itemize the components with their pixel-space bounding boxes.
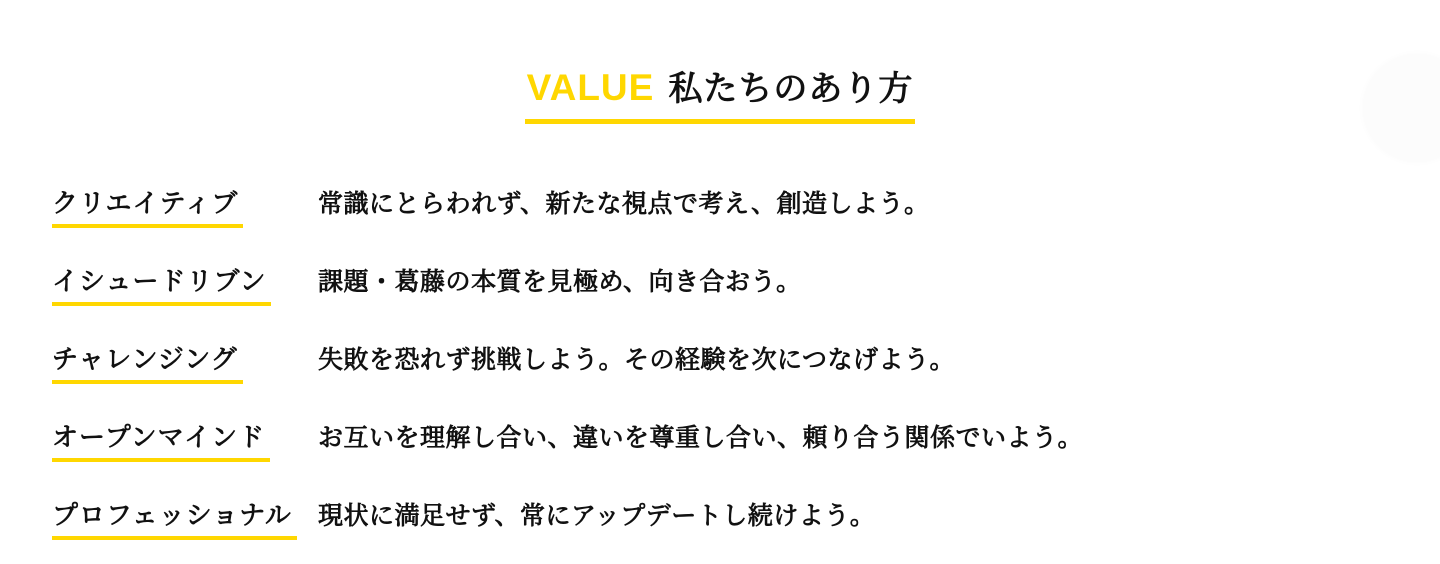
term-column: [52, 190, 318, 228]
value-term: プロフェッショナル: [52, 502, 297, 540]
value-row-open-mind: [52, 423, 1440, 462]
value-description: 失敗を恐れず挑戦しよう。その経験を次につなげよう。: [318, 346, 956, 375]
term-column: [52, 424, 318, 462]
value-description: 常識にとらわれず、新たな視点で考え、創造しよう。: [318, 190, 930, 219]
value-section-header: [0, 0, 1440, 147]
term-column: [52, 268, 318, 306]
section-title: [525, 67, 916, 125]
term-column: [52, 346, 318, 384]
term-column: [52, 502, 318, 540]
section-title-ja: 私たちのあり方: [668, 69, 914, 108]
value-row-issue-driven: [52, 267, 1440, 306]
value-term: チャレンジング: [52, 346, 243, 384]
value-row-professional: [52, 501, 1440, 540]
value-list: [52, 189, 1440, 540]
value-term: クリエイティブ: [52, 190, 243, 228]
value-row-challenging: [52, 345, 1440, 384]
value-description: 現状に満足せず、常にアップデートし続けよう。: [318, 502, 876, 531]
value-row-creative: [52, 189, 1440, 228]
value-description: お互いを理解し合い、違いを尊重し合い、頼り合う関係でいよう。: [318, 424, 1084, 453]
value-term: オープンマインド: [52, 424, 270, 462]
value-description: 課題・葛藤の本質を見極め、向き合おう。: [318, 268, 802, 297]
section-title-en: VALUE: [526, 66, 655, 108]
value-term: イシュードリブン: [52, 268, 271, 306]
